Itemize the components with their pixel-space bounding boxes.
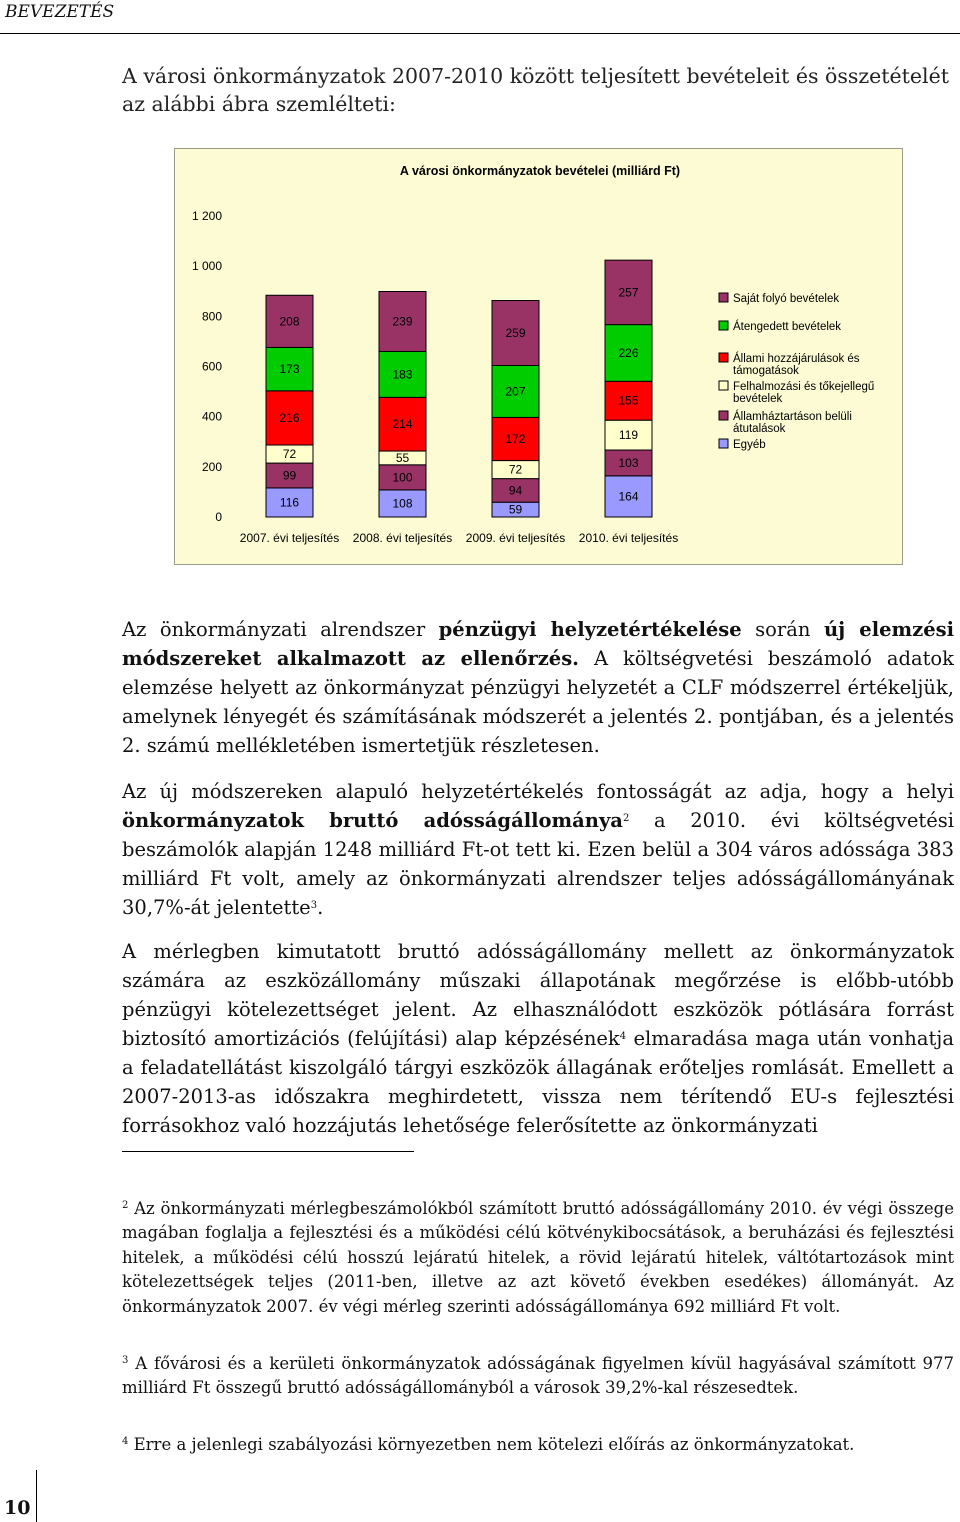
chart-container [174, 148, 903, 565]
data-label: 257 [618, 285, 639, 300]
data-label: 119 [618, 428, 639, 443]
legend-label: Egyéb [733, 439, 766, 451]
y-tick-label: 200 [201, 459, 222, 474]
data-label: 214 [392, 417, 413, 432]
legend-label: Felhalmozási és tőkejellegű [733, 381, 875, 393]
legend-label: Állami hozzájárulások és [733, 353, 860, 365]
data-label: 173 [279, 362, 300, 377]
footnote-rule [122, 1151, 414, 1152]
legend-swatch-allami-hozzajarulasok-es-tamogatasok [719, 353, 728, 362]
data-label: 94 [508, 483, 523, 498]
legend-label: Saját folyó bevételek [733, 293, 840, 305]
data-label: 164 [618, 489, 639, 504]
intro-text: A városi önkormányzatok 2007-2010 között teljesített bevételeit és összetételét az alábbi ábra szemlélteti: [122, 64, 949, 116]
chart-svg [175, 149, 902, 564]
x-tick-label: 2007. évi teljesítés [239, 531, 340, 545]
data-label: 183 [392, 367, 413, 382]
header-rule [0, 33, 960, 34]
data-label: 103 [618, 455, 639, 470]
data-label: 108 [392, 496, 413, 511]
data-label: 216 [279, 410, 300, 425]
legend-swatch-allamhaztartason-beluli-atutalasok [719, 411, 728, 420]
data-label: 226 [618, 345, 639, 360]
y-tick-label: 1 000 [191, 259, 222, 274]
data-label: 72 [282, 447, 297, 462]
data-label: 259 [505, 326, 526, 341]
data-label: 72 [508, 462, 523, 477]
data-label: 172 [505, 431, 526, 446]
legend-label: támogatások [733, 365, 799, 377]
footnote-2: $^2$ Az önkormányzati mérlegbeszámolókból számított bruttó adósságállomány 2010. év végi összege magában foglalja a fejlesztési és a működési célú kötvénykibocsátások, a beruházási és fejlesztési hitelek, a működési célú hosszú lejáratú hitelek, a rövid lejáratú hitelek, váltótartozások mint kötelezettségek teljes (2011-ben, illetve az azt követő években esedékes) állományát. Az önkormányzatok 2007. év végi mérleg szerinti adósságállománya 692 milliárd Ft volt. [122, 1198, 954, 1316]
footer-rule [36, 1470, 37, 1522]
legend-swatch-sajat-folyo-bevetelek [719, 293, 728, 302]
data-label: 239 [392, 314, 413, 329]
chart-title: A városi önkormányzatok bevételei (milliárd Ft) [399, 164, 681, 178]
legend-label: Átengedett bevételek [733, 321, 842, 333]
legend-label: átutalások [733, 423, 786, 435]
data-label: 116 [279, 495, 300, 510]
legend-label: Államháztartáson belüli [733, 411, 852, 423]
data-label: 207 [505, 384, 526, 399]
paragraph-gross-debt: Az új módszereken alapuló helyzetértékelés fontosságát az adja, hogy a helyi önkormányzatok bruttó adósságállománya$^2$ a 2010. évi költségvetési beszámolók alapján 1248 milliárd Ft-ot tett ki. Ezen belül a 304 város adóssága 383 milliárd Ft volt, amely az önkormányzati alrendszer teljes adósságállományának 30,7%-át jelentette$^3$. [122, 779, 955, 919]
paragraph-financial-assessment: Az önkormányzati alrendszer pénzügyi helyzetértékelése során új elemzési módszereket alkalmazott az ellenőrzés. A költségvetési beszámoló adatok elemzése helyett az önkormányzat pénzügyi helyzetét a CLF módszerrel értékeljük, amelynek lényegét és számításának módszerét a jelentés 2. pontjában, és a jelentés 2. számú mellékletében ismertetjük részletesen. [122, 617, 955, 757]
data-label: 55 [395, 450, 410, 465]
footnote-4: $^4$ Erre a jelenlegi szabályozási környezetben nem kötelezi előírás az önkormányzatokat. [122, 1434, 855, 1454]
legend-swatch-egyeb [719, 439, 728, 448]
paragraph-asset-preservation: A mérlegben kimutatott bruttó adósságállomány mellett az önkormányzatok számára az eszközállomány műszaki állapotának megőrzése is előbb-utóbb pénzügyi kötelezettséget jelent. Az elhasználódott eszközök pótlására forrást biztosító amortizációs (felújítási) alap képzésének$^4$ elmaradása maga után vonhatja a feladatellátást kiszolgáló tárgyi eszközök állagának erőteljes romlását. Emellett a 2007-2013-as időszakra meghirdetett, vissza nem térítendő EU-s fejlesztési forrásokhoz való hozzájutás lehetősége felerősítette az önkormányzati [122, 939, 954, 1137]
y-tick-label: 800 [201, 309, 222, 324]
legend-swatch-felhalmozasi-es-tokejellegu-bevetelek [719, 381, 728, 390]
data-label: 99 [282, 468, 297, 483]
page-number: 10 [4, 1497, 31, 1519]
footnote-3: $^3$ A fővárosi és a kerületi önkormányzatok adósságának figyelmen kívül hagyásával számított 977 milliárd Ft összegű bruttó adósságállományból a városok 39,2%-kal részesedtek. [122, 1353, 954, 1397]
legend-swatch-atengedett-bevetelek [719, 321, 728, 330]
data-label: 155 [618, 393, 639, 408]
section-header: BEVEZETÉS [5, 2, 115, 22]
data-label: 208 [279, 314, 300, 329]
data-label: 59 [508, 502, 523, 517]
y-tick-label: 0 [215, 510, 222, 524]
y-tick-label: 1 200 [191, 209, 222, 223]
y-tick-label: 400 [201, 409, 222, 424]
x-tick-label: 2008. évi teljesítés [352, 531, 453, 545]
data-label: 100 [392, 470, 413, 485]
x-tick-label: 2010. évi teljesítés [578, 531, 679, 545]
y-tick-label: 600 [201, 359, 222, 374]
legend-label: bevételek [733, 393, 783, 405]
x-tick-label: 2009. évi teljesítés [465, 531, 566, 545]
